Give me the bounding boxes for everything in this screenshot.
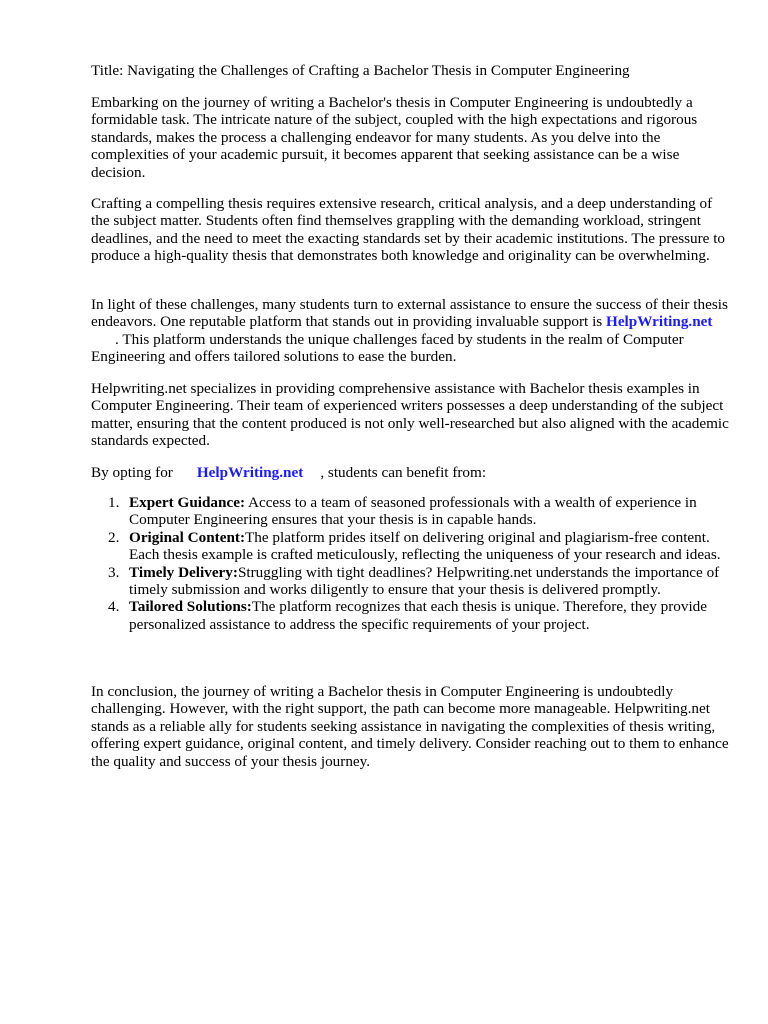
paragraph-intro: Embarking on the journey of writing a Bachelor's thesis in Computer Engineering is undoubtedly a formidable task. The intricate nature of the subject, coupled with the high expectations and rigorous standards, makes the process a challenging endeavor for many students. As you delve into the complexities of your academic pursuit, it becomes apparent that seeking assistance can be a wise decision.	[91, 94, 698, 181]
list-item-label: Timely Delivery:	[129, 563, 238, 581]
list-item-label: Tailored Solutions:	[129, 598, 252, 616]
paragraph-challenges: Crafting a compelling thesis requires extensive research, critical analysis, and a deep understanding of the subject matter. Students often find themselves grappling with the demanding workload, stringent deadlines, and the need to meet the exacting standards set by their academic institutions. The pressure to produce a high-quality thesis that demonstrates both knowledge and originality can be overwhelming.	[91, 195, 726, 265]
list-item-text: Struggling with tight deadlines? Helpwriting.net understands the importance of timely submission and works diligently to ensure that your thesis is delivered promptly.	[129, 563, 720, 599]
paragraph-conclusion: In conclusion, the journey of writing a Bachelor thesis in Computer Engineering is undoubtedly challenging. However, with the right support, the path can become more manageable. Helpwriting.net stands as a reliable ally for students seeking assistance in navigating the complexities of thesis writing, offering expert guidance, original content, and timely delivery. Consider reaching out to them to enhance the quality and success of your thesis journey.	[91, 683, 729, 770]
list-item	[91, 564, 721, 599]
list-item-text: The platform recognizes that each thesis is unique. Therefore, they provide personalized assistance to address the specific requirements of your project.	[129, 598, 707, 633]
list-item-text: The platform prides itself on delivering original and plagiarism-free content. Each thesis example is crafted meticulously, reflecting the uniqueness of your research and ideas.	[129, 528, 721, 564]
paragraph-specializes: Helpwriting.net specializes in providing comprehensive assistance with Bachelor thesis examples in Computer Engineering. Their team of experienced writers possesses a deep understanding of the subject matter, ensuring that the content produced is not only well-researched but also aligned with the academic standards expected.	[91, 380, 729, 450]
list-item-label: Expert Guidance:	[129, 494, 246, 511]
list-item	[91, 598, 721, 633]
paragraph-opting	[91, 464, 731, 481]
list-item-text: Access to a team of seasoned professionals with a wealth of experience in Computer Engineering ensures that your thesis is in capable hands.	[129, 494, 697, 529]
list-item-number: 3.	[108, 563, 120, 581]
paragraph-assistance-tail: . This platform understands the unique challenges faced by students in the realm of Computer Engineering and offers tailored solutions to ease the burden.	[91, 330, 684, 366]
paragraph-assistance	[91, 296, 731, 366]
helpwriting-link[interactable]: HelpWriting.net	[606, 313, 713, 331]
list-item-number: 2.	[108, 528, 120, 546]
benefits-list	[91, 494, 721, 633]
paragraph-opting-tail: , students can benefit from:	[320, 464, 487, 481]
paragraph-opting-text: By opting for	[91, 464, 173, 481]
document-title: Title: Navigating the Challenges of Crafting a Bachelor Thesis in Computer Engineering	[91, 62, 630, 79]
list-item-label: Original Content:	[129, 528, 246, 546]
list-item-number: 4.	[108, 598, 120, 616]
helpwriting-link-2[interactable]: HelpWriting.net	[196, 464, 304, 481]
paragraph-assistance-text: In light of these challenges, many students turn to external assistance to ensure the success of their thesis endeavors. One reputable platform that stands out in providing invaluable support is	[91, 296, 728, 331]
list-item-number: 1.	[108, 494, 120, 511]
list-item	[91, 494, 721, 529]
list-item	[91, 529, 721, 564]
